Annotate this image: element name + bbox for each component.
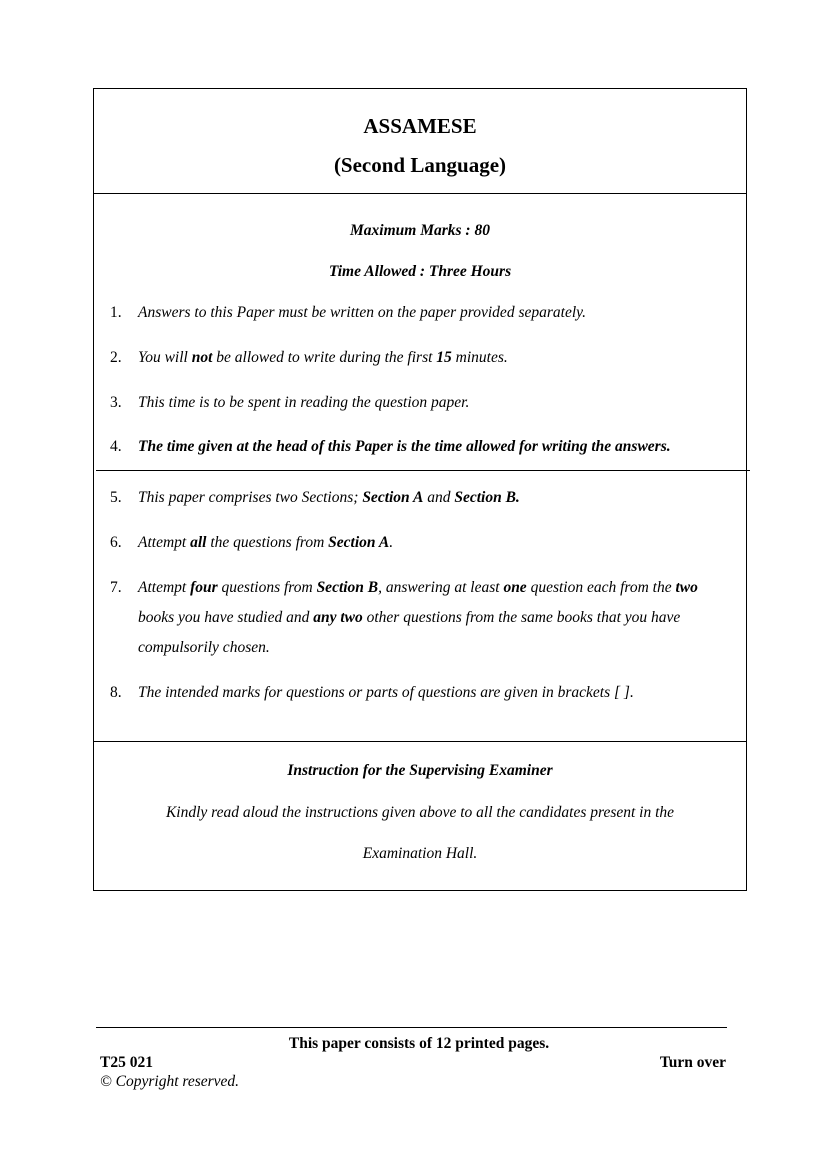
instruction-fragment: This time is to be spent in reading the question paper. [138,394,470,411]
instruction-emphasis: not [191,349,213,366]
divider-header [93,193,747,194]
supervisor-heading: Instruction for the Supervising Examiner [287,762,553,779]
instruction-text [138,432,728,462]
instruction-emphasis: one [503,579,527,596]
turn-over: Turn over [659,1054,726,1071]
instruction-number: 8. [110,684,122,701]
instruction-number: 2. [110,349,122,366]
instruction-emphasis: The time given at the head of this Paper is the time allowed for writing the answers. [138,438,671,455]
instruction-fragment: other questions from the same books that you have compulsorily chosen. [138,609,681,656]
copyright: © Copyright reserved. [100,1073,240,1090]
instruction-emphasis: two [675,579,698,596]
instruction-number: 4. [110,438,122,455]
instruction-fragment: This paper comprises two Sections; [138,489,363,506]
instruction-number: 6. [110,534,122,551]
instruction-emphasis: Section A [328,534,390,551]
instruction-text [138,528,728,558]
subject-subtitle: (Second Language) [333,153,507,177]
subject-title: ASSAMESE [363,114,477,138]
instruction-fragment: be allowed to write during the first [212,349,437,366]
instruction-fragment: the questions from [206,534,329,551]
instruction-text [138,388,728,418]
footer-rule [96,1027,727,1028]
instruction-emphasis: 15 [436,349,452,366]
max-marks: Maximum Marks : 80 [350,222,490,239]
instruction-number: 7. [110,579,122,596]
instruction-fragment: minutes. [451,349,508,366]
instruction-fragment: The intended marks for questions or parts of questions are given in brackets [ ]. [138,684,634,701]
supervisor-text-line-2: Examination Hall. [362,845,478,862]
instruction-fragment: and [423,489,455,506]
divider-supervisor [93,741,747,742]
instruction-fragment: Attempt [138,579,191,596]
instruction-fragment: You will [138,349,192,366]
instruction-emphasis: four [190,579,218,596]
instruction-text [138,573,728,663]
divider-instructions [96,470,750,471]
instruction-fragment: books you have studied and [138,609,314,626]
instruction-text [138,343,728,373]
instruction-emphasis: all [190,534,207,551]
instruction-fragment: , answering at least [378,579,504,596]
instruction-emphasis: any two [313,609,363,626]
instruction-number: 3. [110,394,122,411]
instruction-number: 1. [110,304,122,321]
instruction-text [138,483,728,513]
instruction-fragment: question each from the [526,579,676,596]
instruction-emphasis: Section B [316,579,379,596]
instruction-fragment: Answers to this Paper must be written on the paper provided separately. [138,304,587,321]
instruction-emphasis: Section A [362,489,424,506]
time-allowed: Time Allowed : Three Hours [328,263,512,280]
instruction-fragment: questions from [217,579,317,596]
supervisor-text-line-1: Kindly read aloud the instructions given above to all the candidates present in the [165,804,675,821]
instruction-text [138,298,728,328]
paper-code: T25 021 [100,1054,153,1071]
instruction-number: 5. [110,489,122,506]
instruction-text [138,678,728,708]
pages-note: This paper consists of 12 printed pages. [288,1035,550,1052]
instruction-fragment: Attempt [138,534,191,551]
instruction-emphasis: Section B. [454,489,520,506]
instruction-fragment: . [389,534,394,551]
